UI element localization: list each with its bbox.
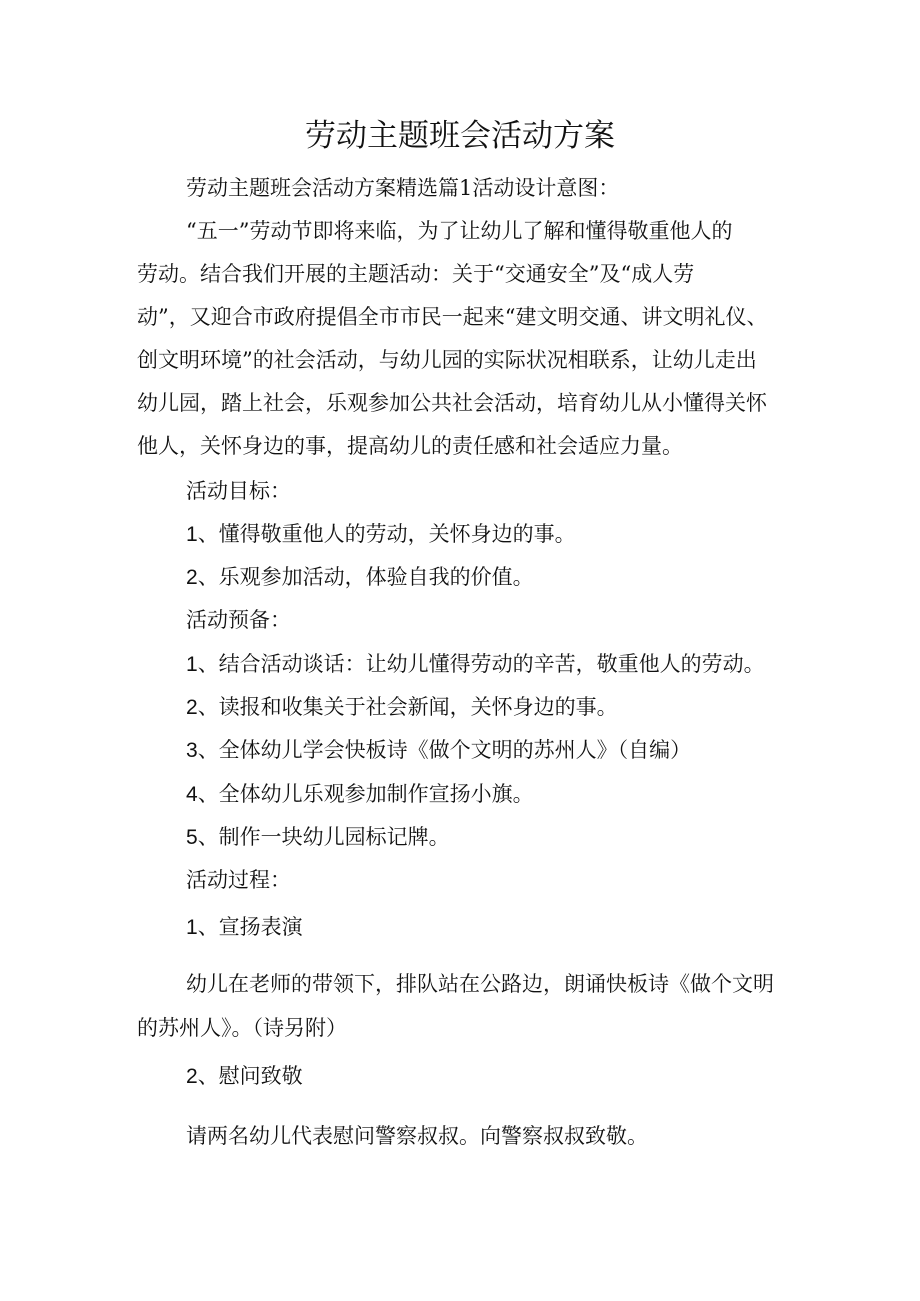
step-text: 、慰问致敬 [197, 1064, 303, 1088]
process-heading: 活动过程： [186, 868, 291, 892]
prep-text: 、全体幼儿学会快板诗《做个文明的苏州人》（自编） [197, 738, 692, 762]
step-2-heading [186, 1061, 303, 1092]
prep-text: 、结合活动谈话：让幼儿懂得劳动的辛苦，敬重他人的劳动。 [197, 652, 765, 676]
step-1-line-2: 的苏州人》。（诗另附） [137, 1016, 347, 1040]
goal-text: 、懂得敬重他人的劳动，关怀身边的事。 [197, 522, 576, 546]
design-line-2: 劳动。结合我们开展的主题活动：关于“交通安全”及“成人劳 [137, 262, 695, 286]
design-line-1: “五一”劳动节即将来临，为了让幼儿了解和懂得敬重他人的 [186, 219, 733, 243]
goal-item [186, 562, 534, 593]
prep-number: 2 [186, 696, 198, 719]
step-number: 2 [186, 1065, 198, 1088]
goal-item [186, 519, 576, 550]
prep-item [186, 735, 691, 766]
prep-item [186, 779, 534, 810]
intro-line: 劳动主题班会活动方案精选篇1活动设计意图： [186, 176, 620, 200]
document-title: 劳动主题班会活动方案 [305, 118, 615, 154]
prep-number: 3 [186, 739, 198, 762]
goals-heading: 活动目标： [186, 479, 291, 503]
prep-item [186, 649, 765, 680]
goal-number: 1 [186, 523, 198, 546]
goal-text: 、乐观参加活动，体验自我的价值。 [197, 565, 534, 589]
step-2-line: 请两名幼儿代表慰问警察叔叔。向警察叔叔致敬。 [186, 1124, 648, 1148]
design-line-4: 创文明环境”的社会活动，与幼儿园的实际状况相联系，让幼儿走出 [137, 348, 757, 372]
prep-heading: 活动预备： [186, 608, 291, 632]
goal-number: 2 [186, 566, 198, 589]
prep-number: 5 [186, 826, 198, 849]
design-line-6: 他人，关怀身边的事，提高幼儿的责任感和社会适应力量。 [137, 434, 683, 458]
prep-text: 、制作一块幼儿园标记牌。 [197, 825, 450, 849]
prep-text: 、读报和收集关于社会新闻，关怀身边的事。 [197, 695, 618, 719]
prep-item [186, 822, 450, 853]
step-text: 、宣扬表演 [197, 915, 303, 939]
prep-item [186, 692, 618, 723]
prep-text: 、全体幼儿乐观参加制作宣扬小旗。 [197, 782, 534, 806]
design-line-3: 动”，又迎合市政府提倡全市市民一起来“建文明交通、讲文明礼仪、 [137, 305, 768, 329]
prep-number: 4 [186, 783, 198, 806]
step-1-line-1: 幼儿在老师的带领下，排队站在公路边，朗诵快板诗《做个文明 [186, 972, 774, 996]
prep-number: 1 [186, 653, 198, 676]
design-line-5: 幼儿园，踏上社会，乐观参加公共社会活动，培育幼儿从小懂得关怀 [137, 391, 767, 415]
step-number: 1 [186, 916, 198, 939]
step-1-heading [186, 912, 303, 943]
